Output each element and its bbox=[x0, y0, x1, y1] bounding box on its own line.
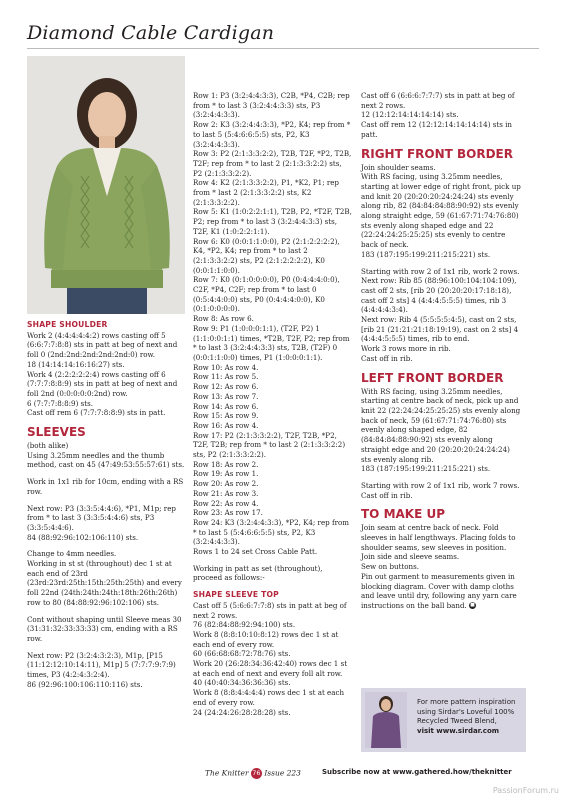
cast-off-text: Cast off 6 (6:6:6:7:7:7) sts in patt at beg of next 2 rows. 12 (12:12:14:14:14:14) sts. Cast off rem 12 (12:12:14:14:14:14) sts in patt. bbox=[361, 91, 515, 139]
sleeves-heading: SLEEVES bbox=[27, 425, 86, 440]
shape-shoulder-text: Work 2 (4:4:4:4:4:2) rows casting off 5 (6:6:7:7:8:8) sts in patt at beg of next and foll 0 (2nd:2nd:2nd:2nd:2nd:0) row. 18 (14:14:14:16:16:27) sts. Work 4 (2:2:2:2:2:4) rows casting off 6 (7:7:7:8:8:9) sts in patt at beg of next and foll 2nd (0:0:0:0:0:2nd) row. 6 (7:7:7:8:8:9) sts. Cast off rem 6 (7:7:7:8:8:9) sts in patt. bbox=[27, 330, 178, 418]
sleeve-top-text-7: Work 8 (8:8:4:4:4:4) rows dec 1 st at each end of every row. bbox=[193, 688, 345, 707]
cable-patt-row-3: Row 3: P2 (2:1:3:3:2:2), T2B, T2F, *P2, T2B, T2F; rep from * to last 2 (2:1:3:3:2:2) sts, P2 (2:1:3:3:2:2). bbox=[193, 149, 352, 178]
sleeve-top-text-3: Work 8 (8:8:10:10:8:12) rows dec 1 st at each end of every row. bbox=[193, 629, 339, 649]
page-number: 76 bbox=[252, 769, 261, 777]
cable-patt-summary: Rows 1 to 24 set Cross Cable Patt. bbox=[193, 547, 318, 557]
end-mark-icon: ■ bbox=[470, 602, 475, 609]
cable-patt-row-16: Row 16: As row 4. bbox=[193, 420, 259, 430]
page-title: Diamond Cable Cardigan bbox=[27, 22, 275, 44]
left-front-border-heading: LEFT FRONT BORDER bbox=[361, 370, 504, 385]
to-make-up-text: Join seam at centre back of neck. Fold sleeves in half lengthways. Placing folds to shoulder seams, sew sleeves in position. Join side and sleeve seams. Sew on buttons. Pin out garment to measurements given in blocking diagram. Cover with damp cloths and leave until dry, following any yarn care instructions on the ball band. ■ bbox=[361, 523, 517, 610]
right-front-border-rows: Starting with row 2 of 1x1 rib, work 2 rows. Next row: Rib 85 (88:96:100:104:104:109), cast off 2 sts, [rib 20 (20:20:20:17:18:18), cast off 2 sts] 4 (4:4:4:5:5:5) times, rib 3 (4:4:4:4:3:4). Next row: Rib 4 (5:5:5:5:4:5), cast on 2 sts, [rib 21 (21:21:21:18:19:19), cast on 2 sts] 4 (4:4:4:5:5:5) times, rib to end. Work 3 rows more in rib. Cast off in rib. bbox=[361, 266, 520, 363]
cable-patt-row-23: Row 23: As row 17. bbox=[193, 508, 263, 518]
sleeve-top-text-4: 60 (66:68:68:72:78:76) sts. bbox=[193, 649, 291, 659]
cable-patt-row-6: Row 6: K0 (0:0:1:1:0:0), P2 (2:1:2:2:2:2), K4, *P2, K4; rep from * to last 2 (2:1:3:3:2:2) sts, P2 (2:1:2:2:2:2), K0 (0:0:1:1:0:0). bbox=[193, 236, 340, 275]
footer-subscribe[interactable]: Subscribe now at www.gathered.how/theknitter bbox=[322, 768, 512, 776]
working-in-patt: Working in patt as set (throughout), proceed as follows:- bbox=[193, 563, 323, 583]
left-front-border-rows: Starting with row 2 of 1x1 rib, work 7 rows. Cast off in rib. bbox=[361, 480, 520, 500]
shape-sleeve-top-heading: SHAPE SLEEVE TOP bbox=[193, 590, 279, 600]
promo-illustration bbox=[365, 692, 407, 748]
cardigan-photo bbox=[27, 56, 185, 314]
sleeves-change-needles: Change to 4mm needles. Working in st st (throughout) dec 1 st at each end of 23rd (23rd:23rd:25th:15th:25th:25th) and every foll 22nd (24th:24th:24th:18th:26th:26th) row to 80 (84:88:92:96:102:106) sts. bbox=[27, 549, 182, 607]
cable-patt-row-15: Row 15: As row 9. bbox=[193, 411, 259, 421]
cable-patt-row-20: Row 20: As row 2. bbox=[193, 479, 259, 489]
column-2 bbox=[193, 91, 353, 717]
cable-patt-row-7: Row 7: K0 (0:1:0:0:0:0), P0 (0:4:4:4:0:0), C2F, *P4, C2F; rep from * to last 0 (0:5:4:4:0:0) sts, P0 (0:4:4:4:0:0), K0 (0:1:0:0:0:0). bbox=[193, 275, 340, 314]
cable-patt-row-1: Row 1: P3 (3:2:4:4:3:3), C2B, *P4, C2B; rep from * to last 3 (3:2:4:4:3:3) sts, P3 (3:2:4:4:3:3). bbox=[193, 91, 350, 120]
promo-model-image bbox=[365, 692, 407, 748]
sleeve-top-text-5: Work 20 (26:28:34:36:42:40) rows dec 1 st at each end of next and every foll alt row. bbox=[193, 659, 348, 678]
shape-shoulder-heading: SHAPE SHOULDER bbox=[27, 320, 108, 329]
right-front-border-heading: RIGHT FRONT BORDER bbox=[361, 146, 513, 161]
title-rule bbox=[27, 48, 539, 49]
sleeve-top-text-2: 76 (82:84:88:92:94:100) sts. bbox=[193, 620, 296, 630]
cable-patt-row-19: Row 19: As row 1. bbox=[193, 469, 259, 479]
cable-patt-row-4: Row 4: K2 (2:1:3:3:2:2), P1, *K2, P1; rep from * last 2 (2:1:3:3:2:2) sts, K2 (2:1:3:3:2:2). bbox=[193, 178, 339, 207]
cable-patt-row-9: Row 9: P1 (1:0:0:0:1:1), (T2F, P2) 1 (1:1:0:0:1:1) times, *T2B, T2F, P2; rep from * to last 3 (3:2:4:4:3:3) sts, T2B, (T2F) 0 (0:0:1:1:0:0) times, P1 (1:0:0:0:1:1). bbox=[193, 323, 350, 362]
sleeves-intro: (both alike) Using 3.25mm needles and the thumb method, cast on 45 (47:49:53:55:57:61) sts. bbox=[27, 441, 185, 470]
cable-patt-row-5: Row 5: K1 (1:0:2:2:1:1), T2B, P2, *T2F, T2B, P2; rep from * to last 3 (3:2:4:4:3:3) sts, T2F, K1 (1:0:2:2:1:1). bbox=[193, 207, 352, 236]
cable-patt-row-10: Row 10: As row 4. bbox=[193, 362, 259, 372]
left-front-border-text: With RS facing, using 3.25mm needles, starting at centre back of neck, pick up and knit 22 (22:24:24:25:25:25) sts evenly along back of neck, 59 (61:67:71:74:76:80) sts evenly along shaped edge, 82 (84:84:84:88:90:92) sts evenly along straight edge and 20 (20:20:20:24:24:24) sts evenly along rib. 183 (187:195:199:211:215:221) sts. bbox=[361, 386, 521, 474]
sleeves-next-row-2: Next row: P2 (3:2:4:3:2:3), M1p, [P15 (11:12:12:10:14:11), M1p] 5 (7:7:7:9:7:9) times, P3 (4:2:4:3:2:4). 86 (92:96:100:106:110:116) sts. bbox=[27, 650, 176, 689]
to-make-up-heading: TO MAKE UP bbox=[361, 507, 446, 522]
sirdar-link[interactable]: visit www.sirdar.com bbox=[417, 726, 500, 735]
sleeves-cont: Cont without shaping until Sleeve meas 30 (31:31:32:33:33:33) cm, ending with a RS row. bbox=[27, 614, 182, 643]
sleeve-top-text-6: 40 (40:40:34:36:36:36) sts. bbox=[193, 678, 291, 688]
cable-patt-row-24: Row 24: K3 (3:2:4:4:3:3), *P2, K4; rep from * to last 5 (5:4:6:6:5:5) sts, P2, K3 (3:2:4:4:3:3). bbox=[193, 517, 349, 547]
model-illustration bbox=[27, 56, 185, 314]
cable-patt-row-17: Row 17: P2 (2:1:3:3:2:2), T2F, T2B, *P2, T2F, T2B; rep from * to last 2 (2:1:3:3:2:2) sts, P2 (2:1:3:3:2:2). bbox=[193, 430, 346, 460]
promo-text: For more pattern inspiration using Sirdar's Loveful 100% Recycled Tweed Blend, visit www.sirdar.com bbox=[417, 698, 516, 735]
right-front-border-text: Join shoulder seams. With RS facing, using 3.25mm needles, starting at lower edge of right front, pick up and knit 20 (20:20:20:24:24:24) sts evenly along rib, 82 (84:84:84:88:90:92) sts evenly along straight edge, 59 (61:67:71:74:76:80) sts evenly along shaped edge and 22 (22:24:24:25:25:25) sts evenly to centre back of neck. 183 (187:195:199:211:215:221) sts. bbox=[361, 162, 521, 259]
cable-patt-row-2: Row 2: K3 (3:2:4:4:3:3), *P2, K4; rep from * to last 5 (5:4:6:6:5:5) sts, P2, K3 (3:2:4:4:3:3). bbox=[193, 120, 351, 149]
sleeves-rib: Work in 1x1 rib for 10cm, ending with a RS row. bbox=[27, 477, 184, 496]
cable-patt-row-21: Row 21: As row 3. bbox=[193, 488, 259, 498]
column-1 bbox=[27, 320, 185, 697]
sleeve-top-text-8: 24 (24:24:26:28:28:28) sts. bbox=[193, 707, 291, 717]
cable-patt-row-22: Row 22: As row 4. bbox=[193, 498, 259, 508]
cable-patt-row-14: Row 14: As row 6. bbox=[193, 401, 259, 411]
sirdar-promo-box bbox=[361, 688, 526, 752]
footer-magazine: The Knitter 76 Issue 223 bbox=[205, 768, 301, 778]
cable-patt-row-12: Row 12: As row 6. bbox=[193, 382, 259, 392]
column-3 bbox=[361, 91, 521, 618]
watermark: PassionForum.ru bbox=[492, 786, 559, 795]
cable-patt-row-11: Row 11: As row 5. bbox=[193, 372, 259, 382]
sleeve-top-text-1: Cast off 5 (5:6:6:7:7:8) sts in patt at beg of next 2 rows. bbox=[193, 600, 347, 620]
sleeves-next-row: Next row: P3 (3:3:5:4:4:6), *P1, M1p; rep from * to last 3 (3:3:5:4:4:6) sts, P3 (3:3:5:4:4:6). 84 (88:92:96:102:106:110) sts. bbox=[27, 503, 176, 542]
cable-patt-row-13: Row 13: As row 7. bbox=[193, 391, 259, 401]
cable-patt-row-18: Row 18: As row 2. bbox=[193, 459, 259, 469]
cable-patt-row-8: Row 8: As row 6. bbox=[193, 314, 254, 324]
